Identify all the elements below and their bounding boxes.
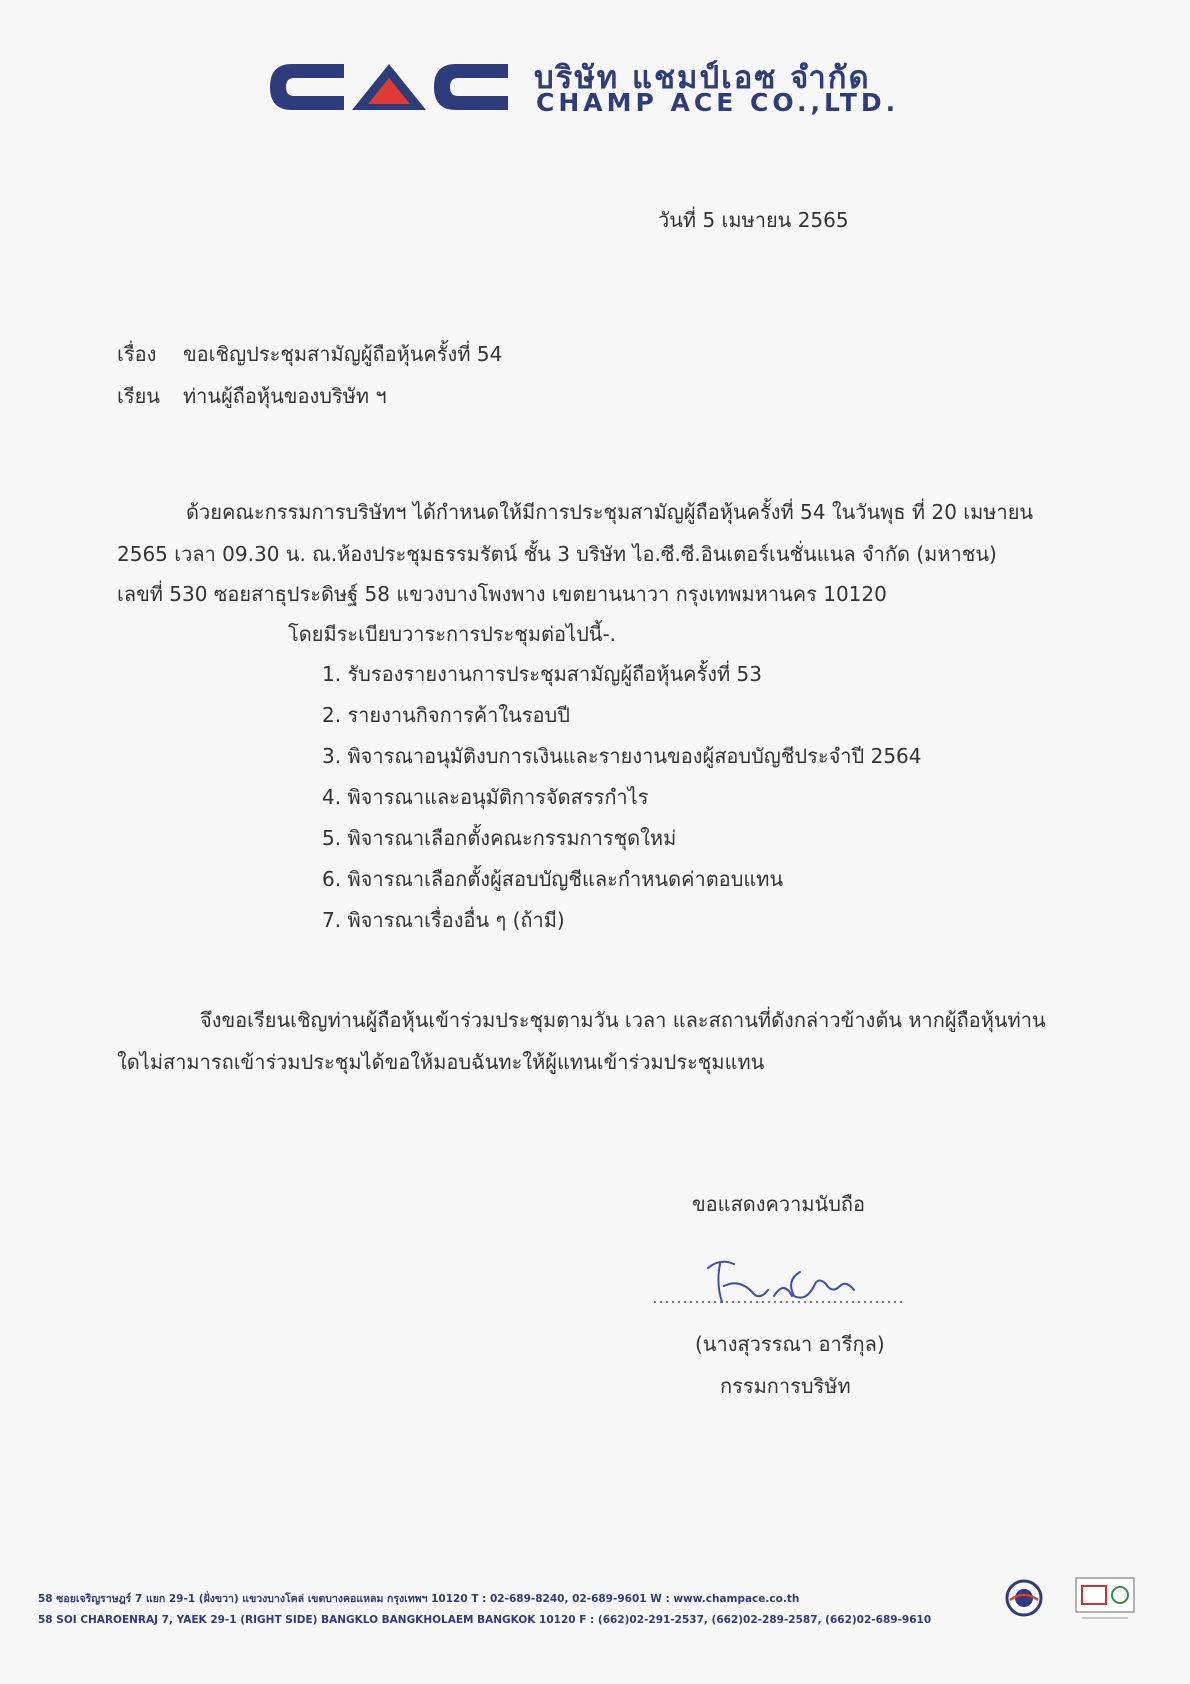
handwritten-signature (650, 1250, 910, 1320)
agenda-item: 3. พิจารณาอนุมัติงบการเงินและรายงานของผู้สอบบัญชีประจำปี 2564 (322, 744, 922, 768)
signatory-title: กรรมการบริษัท (720, 1374, 851, 1398)
subject-label: เรื่อง (117, 342, 157, 366)
recipient-label: เรียน (117, 384, 160, 408)
agenda-item: 5. พิจารณาเลือกตั้งคณะกรรมการชุดใหม่ (322, 826, 677, 850)
agenda-item: 2. รายงานกิจการค้าในรอบปี (322, 703, 570, 727)
footer-address-english: 58 SOI CHAROENRAJ 7, YAEK 29-1 (RIGHT SIDE) BANGKLO BANGKHOLAEM BANGKOK 10120 F : (662)02-291-2537, (662)02-289-2587, (662)02-689-9610 (38, 1614, 932, 1626)
agenda-intro: โดยมีระเบียบวาระการประชุมต่อไปนี้-. (288, 622, 617, 646)
signatory-name: (นางสุวรรณา อารีกุล) (695, 1332, 885, 1356)
letter-date: วันที่ 5 เมษายน 2565 (658, 208, 849, 232)
recipient-line (117, 380, 387, 412)
recipient-text: ท่านผู้ถือหุ้นของบริษัท ฯ (183, 384, 387, 408)
agenda-item: 7. พิจารณาเรื่องอื่น ๆ (ถ้ามี) (322, 908, 565, 932)
paragraph2-line2: ใดไม่สามารถเข้าร่วมประชุมได้ขอให้มอบฉันทะให้ผู้แทนเข้าร่วมประชุมแทน (117, 1050, 765, 1074)
iso-certification-badge-icon (1074, 1576, 1136, 1624)
footer-address-thai: 58 ซอยเจริญราษฎร์ 7 แยก 29-1 (ฝั่งขวา) แขวงบางโคล่ เขตบางคอแหลม กรุงเทพฯ 10120 T : 02-689-8240, 02-689-9601 W : www.champace.co.th (38, 1593, 800, 1605)
paragraph1-line2: 2565 เวลา 09.30 น. ณ.ห้องประชุมธรรมรัตน์ ชั้น 3 บริษัท ไอ.ซี.ซี.อินเตอร์เนชั่นแนล จำกัด (มหาชน) (117, 542, 997, 566)
company-name-thai: บริษัท แชมป์เอซ จำกัด (534, 60, 871, 96)
closing-text: ขอแสดงความนับถือ (692, 1192, 866, 1216)
paragraph1-line3: เลขที่ 530 ซอยสาธุประดิษฐ์ 58 แขวงบางโพงพาง เขตยานนาวา กรุงเทพมหานคร 10120 (117, 582, 887, 606)
paragraph2-line1: จึงขอเรียนเชิญท่านผู้ถือหุ้นเข้าร่วมประชุมตามวัน เวลา และสถานที่ดังกล่าวข้างต้น หากผู้ถือหุ้นท่าน (200, 1008, 1046, 1032)
subject-text: ขอเชิญประชุมสามัญผู้ถือหุ้นครั้งที่ 54 (183, 342, 503, 366)
agenda-list (322, 658, 922, 945)
certification-seal-icon (1004, 1578, 1044, 1618)
company-name-english: CHAMP ACE CO.,LTD. (536, 88, 900, 117)
agenda-item: 1. รับรองรายงานการประชุมสามัญผู้ถือหุ้นครั้งที่ 53 (322, 662, 763, 686)
agenda-item: 4. พิจารณาและอนุมัติการจัดสรรกำไร (322, 785, 649, 809)
paragraph1-line1: ด้วยคณะกรรมการบริษัทฯ ได้กำหนดให้มีการประชุมสามัญผู้ถือหุ้นครั้งที่ 54 ในวันพุธ ที่ 20 เมษายน (186, 500, 1034, 524)
subject-line (117, 338, 502, 370)
agenda-item: 6. พิจารณาเลือกตั้งผู้สอบบัญชีและกำหนดค่าตอบแทน (322, 867, 784, 891)
cac-logo (264, 58, 514, 116)
